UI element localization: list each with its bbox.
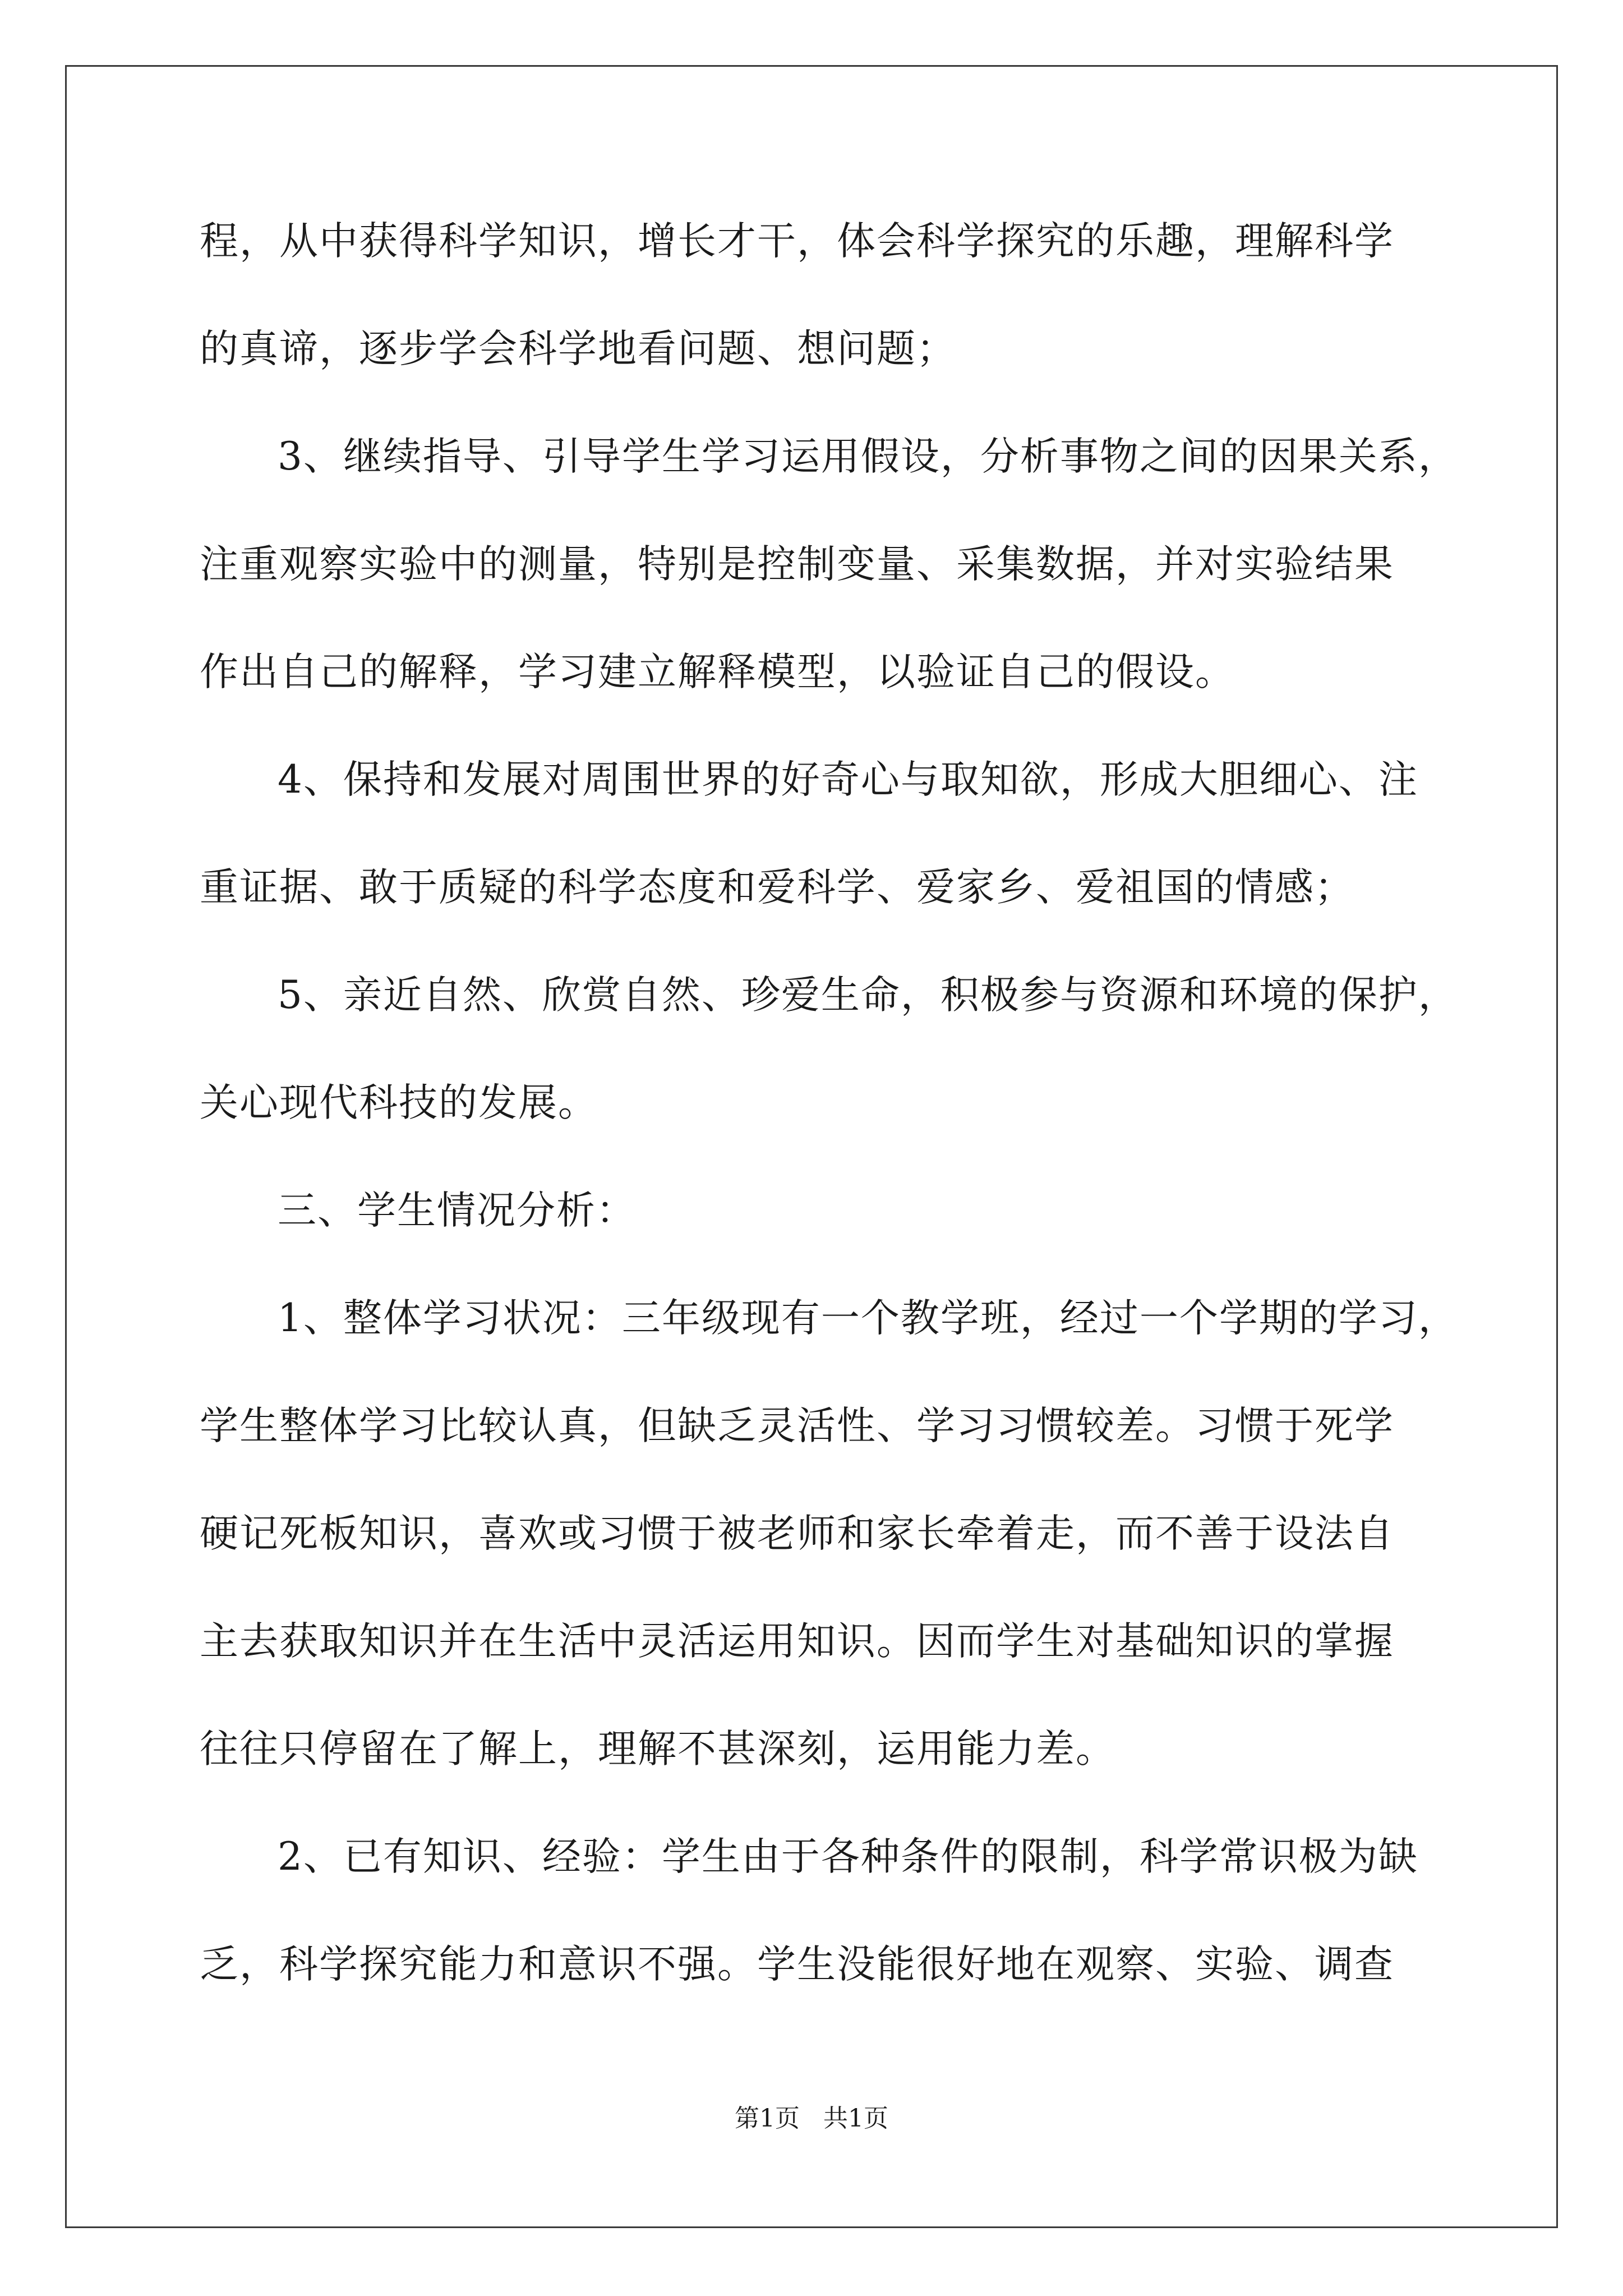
text-line: 注重观察实验中的测量，特别是控制变量、采集数据，并对实验结果 xyxy=(200,542,1394,587)
text-line: 2、已有知识、经验：学生由于各种条件的限制，科学常识极为缺 xyxy=(278,1834,1418,1879)
text-line: 硬记死板知识，喜欢或习惯于被老师和家长牵着走，而不善于设法自 xyxy=(200,1511,1394,1556)
page-border xyxy=(65,65,1558,2228)
text-line: 关心现代科技的发展。 xyxy=(200,1080,598,1125)
text-line: 4、保持和发展对周围世界的好奇心与取知欲，形成大胆细心、注 xyxy=(278,757,1418,802)
section-heading: 三、学生情况分析： xyxy=(278,1188,636,1233)
text-line: 学生整体学习比较认真，但缺乏灵活性、学习习惯较差。习惯于死学 xyxy=(200,1404,1394,1448)
text-line: 5、亲近自然、欣赏自然、珍爱生命，积极参与资源和环境的保护， xyxy=(278,973,1458,1018)
text-line: 作出自己的解释，学习建立解释模型，以验证自己的假设。 xyxy=(200,650,1235,694)
text-line: 往往只停留在了解上，理解不甚深刻，运用能力差。 xyxy=(200,1727,1115,1772)
text-line: 3、继续指导、引导学生学习运用假设，分析事物之间的因果关系， xyxy=(278,434,1458,479)
text-line: 的真谛，逐步学会科学地看问题、想问题； xyxy=(200,326,956,371)
text-line: 主去获取知识并在生活中灵活运用知识。因而学生对基础知识的掌握 xyxy=(200,1619,1394,1664)
text-line: 重证据、敢于质疑的科学态度和爱科学、爱家乡、爱祖国的情感； xyxy=(200,865,1354,910)
text-line: 程，从中获得科学知识，增长才干，体会科学探究的乐趣，理解科学 xyxy=(200,219,1394,264)
text-line: 乏，科学探究能力和意识不强。学生没能很好地在观察、实验、调查 xyxy=(200,1942,1394,1987)
page-total: 共1页 xyxy=(823,2104,888,2133)
page-footer xyxy=(0,2102,1623,2136)
page-number: 第1页 xyxy=(735,2104,800,2133)
text-line: 1、整体学习状况：三年级现有一个教学班，经过一个学期的学习， xyxy=(278,1296,1458,1341)
